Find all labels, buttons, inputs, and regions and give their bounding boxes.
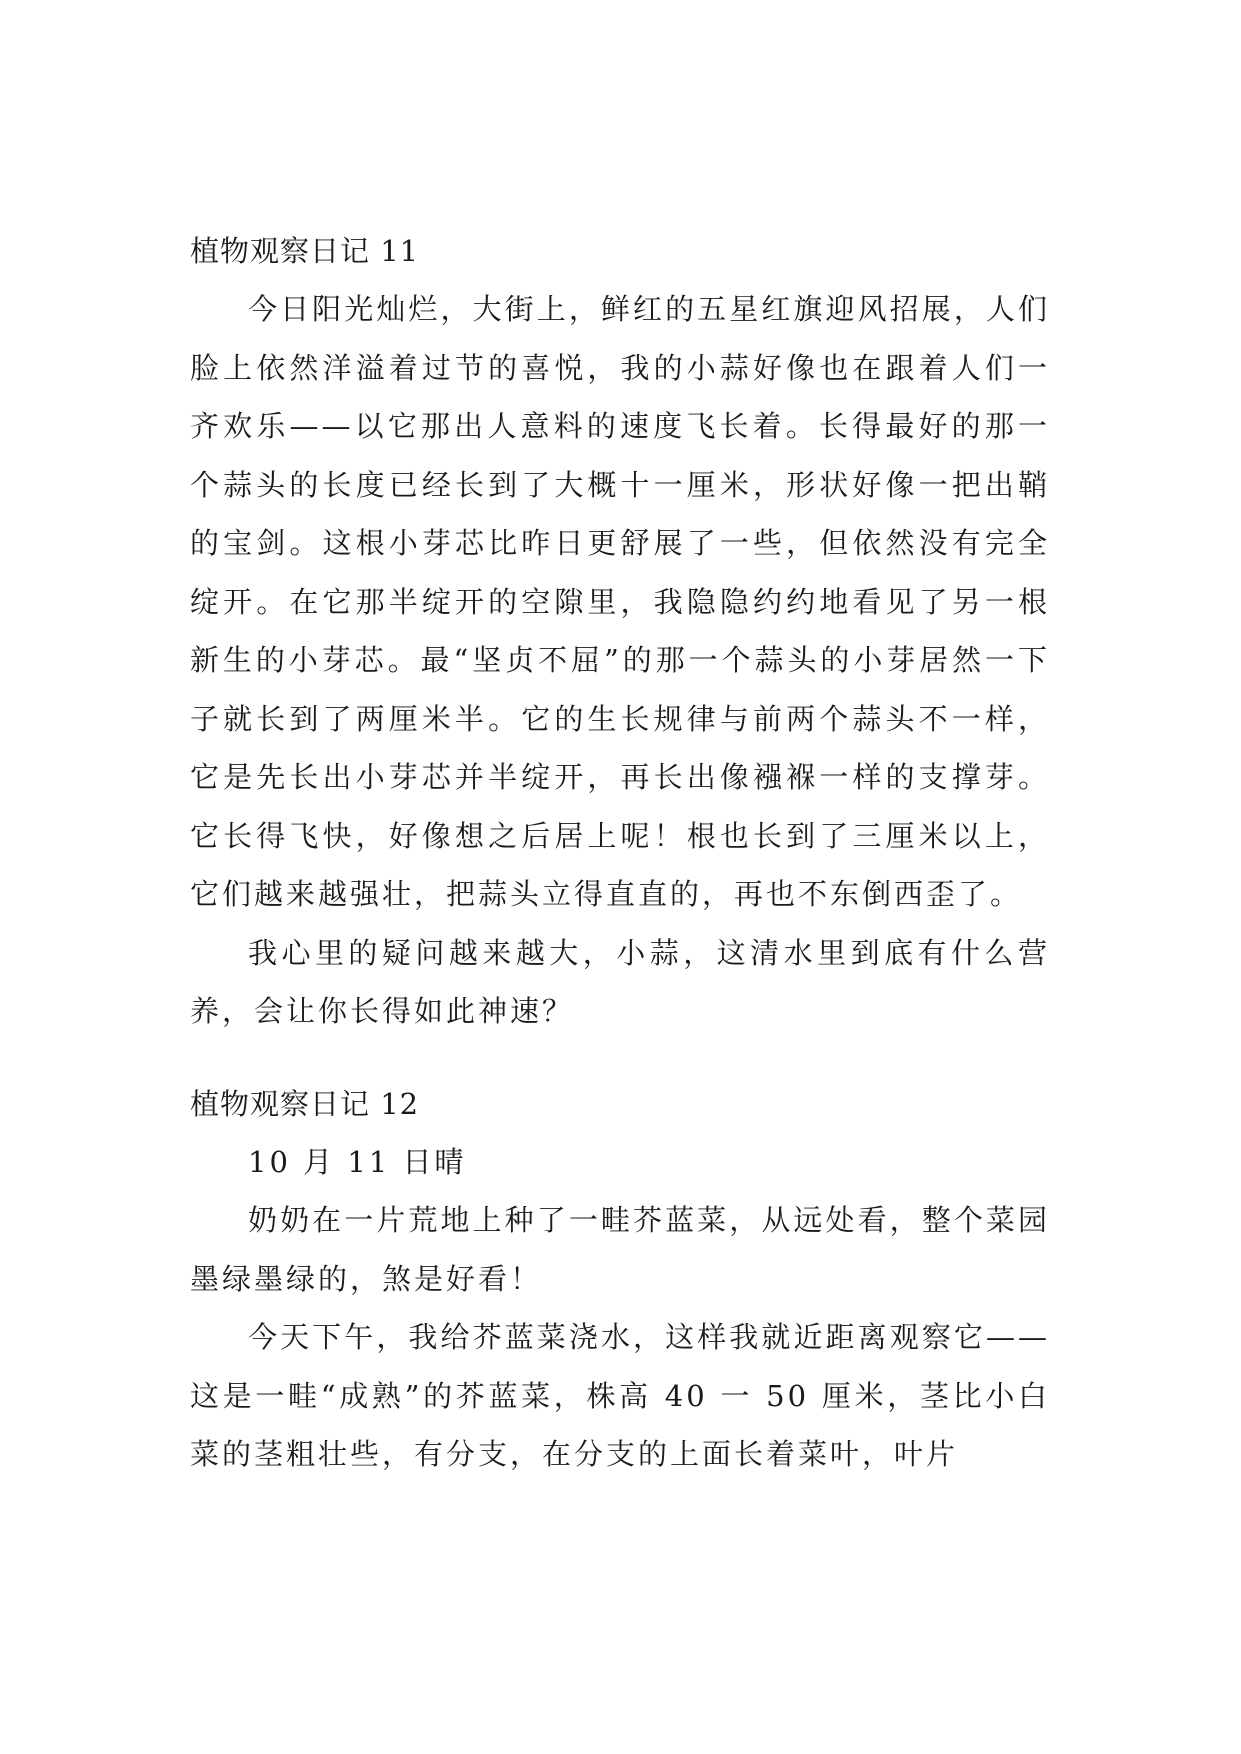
entry-paragraph: 奶奶在一片荒地上种了一畦芥蓝菜，从远处看，整个菜园墨绿墨绿的，煞是好看！ — [190, 1203, 1050, 1296]
diary-entry-12 — [190, 1075, 1050, 1484]
section-spacer — [190, 1041, 1050, 1075]
entry-paragraph: 我心里的疑问越来越大，小蒜，这清水里到底有什么营养，会让你长得如此神速？ — [190, 935, 1050, 1028]
entry-paragraph: 今天下午，我给芥蓝菜浇水，这样我就近距离观察它——这是一畦“成熟”的芥蓝菜，株高 40 一 50 厘米，茎比小白菜的茎粗壮些，有分支，在分支的上面长着菜叶，叶片 — [190, 1320, 1050, 1471]
diary-entry-11 — [190, 222, 1050, 1041]
entry-title: 植物观察日记 11 — [190, 234, 420, 268]
entry-paragraph: 今日阳光灿烂，大街上，鲜红的五星红旗迎风招展，人们脸上依然洋溢着过节的喜悦，我的小蒜好像也在跟着人们一齐欢乐——以它那出人意料的速度飞长着。长得最好的那一个蒜头的长度已经长到了大概十一厘米，形状好像一把出鞘的宝剑。这根小芽芯比昨日更舒展了一些，但依然没有完全绽开。在它那半绽开的空隙里，我隐隐约约地看见了另一根新生的小芽芯。最“坚贞不屈”的那一个蒜头的小芽居然一下子就长到了两厘米半。它的生长规律与前两个蒜头不一样，它是先长出小芽芯并半绽开，再长出像襁褓一样的支撑芽。它长得飞快，好像想之后居上呢！根也长到了三厘米以上，它们越来越强壮，把蒜头立得直直的，再也不东倒西歪了。 — [190, 292, 1050, 911]
entry-title: 植物观察日记 12 — [190, 1086, 420, 1121]
document-page — [190, 222, 1050, 1484]
entry-date: 10 月 11 日晴 — [248, 1144, 467, 1179]
